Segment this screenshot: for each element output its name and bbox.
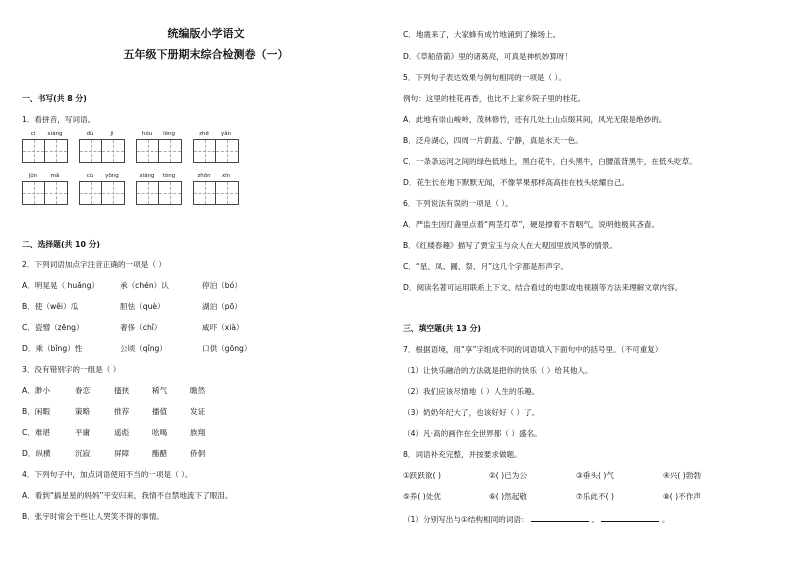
question-7-item-3: （3）奶奶年纪大了，也该好好（ ）了。 [403,408,540,417]
option-text: C．难堪 [22,428,51,437]
question-5-example: 例句：这里的桂花再香，也比不上家乡院子里的桂花。 [403,94,586,103]
writing-cell[interactable] [137,140,159,162]
section-heading-fill: 三、填空题(共 13 分) [403,324,481,333]
idiom-blank-item: ④兴( )勃勃 [663,471,701,480]
question-7-item-1: （1）让快乐融洽的方法就是把你的快乐（ ）给其他人。 [403,366,593,375]
question-2: 2．下列词语加点字注音正确的一项是（ ） [22,260,166,269]
answer-blank-1[interactable] [531,513,589,522]
question-4: 4．下列句子中，加点词语使用不当的一项是（ ）。 [22,470,193,479]
answer-blank-2[interactable] [601,513,659,522]
writing-cells [79,181,125,205]
writing-cells [136,181,182,205]
idiom-blank-item: ⑦乐此不( ) [576,492,614,501]
option-text: 屏障 [114,449,130,458]
question-5-option-a: A．此地有崇山峻岭，茂林修竹，还有几处土山点缀其间，风光无限是绝妙的。 [403,115,667,124]
writing-cell[interactable] [194,140,216,162]
exam-title-line2: 五年级下册期末综合检测卷（一） [123,48,289,61]
question-8-sub-1-label: （1）分别写出与①结构相同的词语： [403,515,529,524]
writing-cell[interactable] [137,182,159,204]
pinyin-syllable: yǎn [220,131,232,137]
pinyin-syllable: yōng [105,173,119,179]
writing-cell[interactable] [159,182,181,204]
question-4-option-c: C．地震来了，大家蜂有成竹地涌到了操场上。 [403,30,561,39]
writing-cells [136,139,182,163]
pinyin-syllable: lóng [163,131,175,137]
writing-cell[interactable] [45,182,67,204]
row1-word-2 [79,131,124,162]
idiom-blank-item: ⑤养( )处优 [403,492,441,501]
idiom-blank-item: ⑥( )然起敬 [489,492,527,501]
writing-cell[interactable] [102,182,124,204]
pinyin-syllable: dù [86,131,94,137]
exam-title-line1: 统编版小学语文 [167,27,245,40]
writing-cell[interactable] [102,140,124,162]
writing-cell[interactable] [216,140,238,162]
option-text: 策略 [75,407,91,416]
row2-word-1 [22,173,67,204]
question-7: 7．根据语境，用“享”字组成不同的词语填入下面句中的括号里。（不可重复） [403,345,663,354]
pinyin-syllable: zhē [199,131,209,137]
question-5-option-d: D．花生长在地下默默无闻，不像苹果那样高高挂在枝头炫耀自己。 [403,178,630,187]
row1-word-1 [22,131,67,162]
question-7-item-2: （2）我们应该尽情地（ ）人生的乐趣。 [403,387,540,396]
option-text: 瞻然 [190,386,206,395]
option-text: C．瓷憎（zēng） [22,323,84,332]
option-text: 口供（gōng） [202,344,252,353]
pinyin-syllable: hóu [141,131,153,137]
option-text: 吆喝 [152,428,168,437]
question-1: 1．看拼音，写词语。 [22,115,96,124]
writing-cell[interactable] [194,182,216,204]
question-8-sub-1 [403,513,669,525]
option-text: 沉寂 [75,449,91,458]
question-4-option-a: A．看到“搞星星的妈妈”平安归来，我情不自禁地流下了眼泪。 [22,491,233,500]
question-5-option-c: C．一条条运河之间的绿色低地上，黑白花牛，白头黑牛，白腰蓝背黑牛，在低头吃草。 [403,157,697,166]
writing-cells [193,139,239,163]
option-text: 酯醋 [152,449,168,458]
question-6-option-b: B．《红楼春趣》描写了贾宝玉与众人在大观园里放风筝的情景。 [403,241,618,250]
option-text: A．渺小 [22,386,50,395]
option-text: 平庸 [75,428,91,437]
row1-word-4 [193,131,238,162]
option-text: 胆怯（què） [120,302,165,311]
writing-cell[interactable] [80,182,102,204]
writing-cell[interactable] [45,140,67,162]
pinyin-syllable: jūn [28,173,38,179]
writing-cell[interactable] [23,182,45,204]
option-text: 遥彪 [114,428,130,437]
row2-word-2 [79,173,124,204]
row2-word-3 [136,173,181,204]
question-5-option-b: B．泛舟湖心，四周一片蔚蓝、宁静，真是水天一色。 [403,136,583,145]
writing-cells [193,181,239,205]
writing-cells [22,181,68,205]
option-text: 湖泊（pō） [202,302,242,311]
question-6-option-a: A．严监生因灯盏里点着“两茎灯草”，硬是撑着不肯咽气，说明他极其吝啬。 [403,220,660,229]
option-text: B．使（wěi）瓜 [22,302,79,311]
option-text: 播值 [152,407,168,416]
row2-word-4 [193,173,238,204]
option-text: 族翔 [190,428,206,437]
question-4-option-b: B．张宇时常会干些让人哭笑不得的事情。 [22,512,164,521]
pinyin-syllable: mǎ [50,173,60,179]
question-6-option-d: D．阅读名著可运用联系上下文、结合看过的电影或电视剧等方法来理解文章内容。 [403,283,683,292]
idiom-blank-item: ③垂头( )气 [576,471,614,480]
writing-cells [79,139,125,163]
pinyin-syllable: jì [110,131,114,137]
option-text: 奢侈（chǐ） [120,323,162,332]
idiom-blank-item: ②( )已为公 [489,471,527,480]
option-text: 承（chén）认 [120,281,169,290]
pinyin-syllable: cù [86,173,94,179]
idiom-blank-item: ⑧( )不作声 [663,492,701,501]
writing-cells [22,139,68,163]
section-heading-writing: 一、书写(共 8 分) [22,94,87,103]
option-text: 停泊（bó） [202,281,242,290]
option-text: B．闲暇 [22,407,50,416]
period: 。 [661,515,670,524]
option-text: D．纵横 [22,449,51,458]
option-text: 搔狭 [114,386,130,395]
writing-cell[interactable] [159,140,181,162]
row1-word-3 [136,131,181,162]
pinyin-syllable: xiáng [47,131,63,137]
option-text: D．乘（bǐng）性 [22,344,83,353]
pinyin-syllable: xiāng [139,173,155,179]
question-8: 8．词语补充完整，并按要求做题。 [403,450,522,459]
idiom-blank-item: ①跃跃欲( ) [403,471,441,480]
option-text: 发证 [190,407,206,416]
writing-cell[interactable] [80,140,102,162]
question-5: 5．下列句子表达效果与例句相同的一项是（ ）。 [403,73,566,82]
pinyin-syllable: tóng [162,173,176,179]
writing-cell[interactable] [23,140,45,162]
pinyin-syllable: zhōn [197,173,211,179]
option-text: 公顷（qǐng） [120,344,167,353]
question-7-item-4: （4）凡·高的画作在全世界都（ ）盛名。 [403,429,542,438]
option-text: 咸吓（xià） [202,323,244,332]
question-6: 6．下列说法有误的一项是（ ）。 [403,199,513,208]
pinyin-syllable: cí [30,131,36,137]
option-text: A．明晃晃（ huǎng） [22,281,100,290]
question-4-option-d: D．《草船借箭》里的诸葛亮，可真是神机妙算呀！ [403,52,573,61]
separator-comma: 、 [591,515,599,524]
option-text: 推荐 [114,407,130,416]
option-text: 侨侗 [190,449,206,458]
pinyin-syllable: xīn [221,173,231,179]
option-text: 眷恋 [75,386,91,395]
question-3: 3．没有错别字的一组是（ ） [22,365,121,374]
option-text: 稀气 [152,386,168,395]
writing-cell[interactable] [216,182,238,204]
question-6-option-c: C．“星、凤、圃、祭、月”这几个字都是形声字。 [403,262,569,271]
section-heading-choice: 二、选择题(共 10 分) [22,240,100,249]
